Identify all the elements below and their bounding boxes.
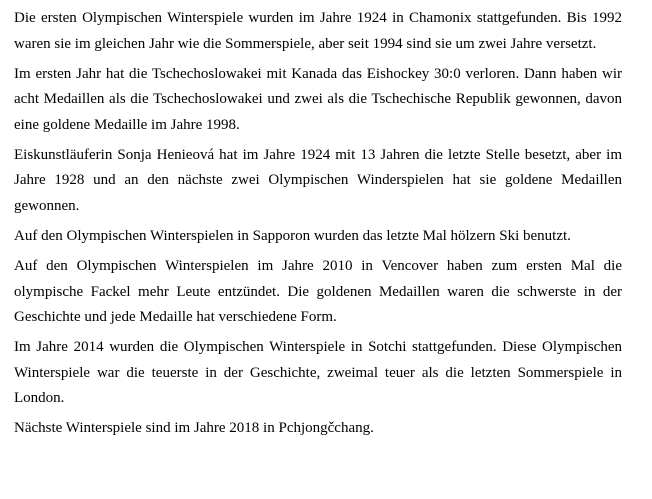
paragraph-eishockey-tschechoslowakei: Im ersten Jahr hat die Tschechoslowakei mit Kanada das Eishockey 30:0 verloren. Dann haben wir acht Medaillen als die Tschechoslowakei und zwei als die Tschechische Republik gewonnen, davon eine goldene Medaille im Jahre 1998. (14, 65, 622, 133)
paragraph-sonja-henie: Eiskunstläuferin Sonja Henieová hat im Jahre 1924 mit 13 Jahren die letzte Stelle besetzt, aber im Jahre 1928 und an den nächste zwei Olympischen Winderspielen hat sie goldene Medaillen gewonnen. (14, 146, 622, 214)
paragraph-vancouver-2010: Auf den Olympischen Winterspielen im Jahre 2010 in Vencover haben zum ersten Mal die olympische Fackel mehr Leute entzündet. Die goldenen Medaillen waren die schwerste in der Geschichte und jede Medaille hat verschiedene Form. (14, 257, 622, 326)
paragraph-sotschi-2014: Im Jahre 2014 wurden die Olympischen Winterspiele in Sotchi stattgefunden. Diese Olympischen Winterspiele war die teuerste in der Geschichte, zweimal teuer als die letzten Sommerspiele in London. (14, 339, 622, 407)
paragraph-pyeongchang-2018: Nächste Winterspiele sind im Jahre 2018 in Pchjongčchang. (14, 420, 374, 437)
paragraph-sapporo: Auf den Olympischen Winterspielen in Sapporon wurden das letzte Mal hölzern Ski benutzt. (14, 227, 571, 244)
paragraph-chamonix-1924: Die ersten Olympischen Winterspiele wurden im Jahre 1924 in Chamonix stattgefunden. Bis 1992 waren sie im gleichen Jahr wie die Sommerspiele, aber seit 1994 sind sie um zwei Jahre versetzt. (14, 10, 622, 52)
document-body (14, 6, 622, 442)
